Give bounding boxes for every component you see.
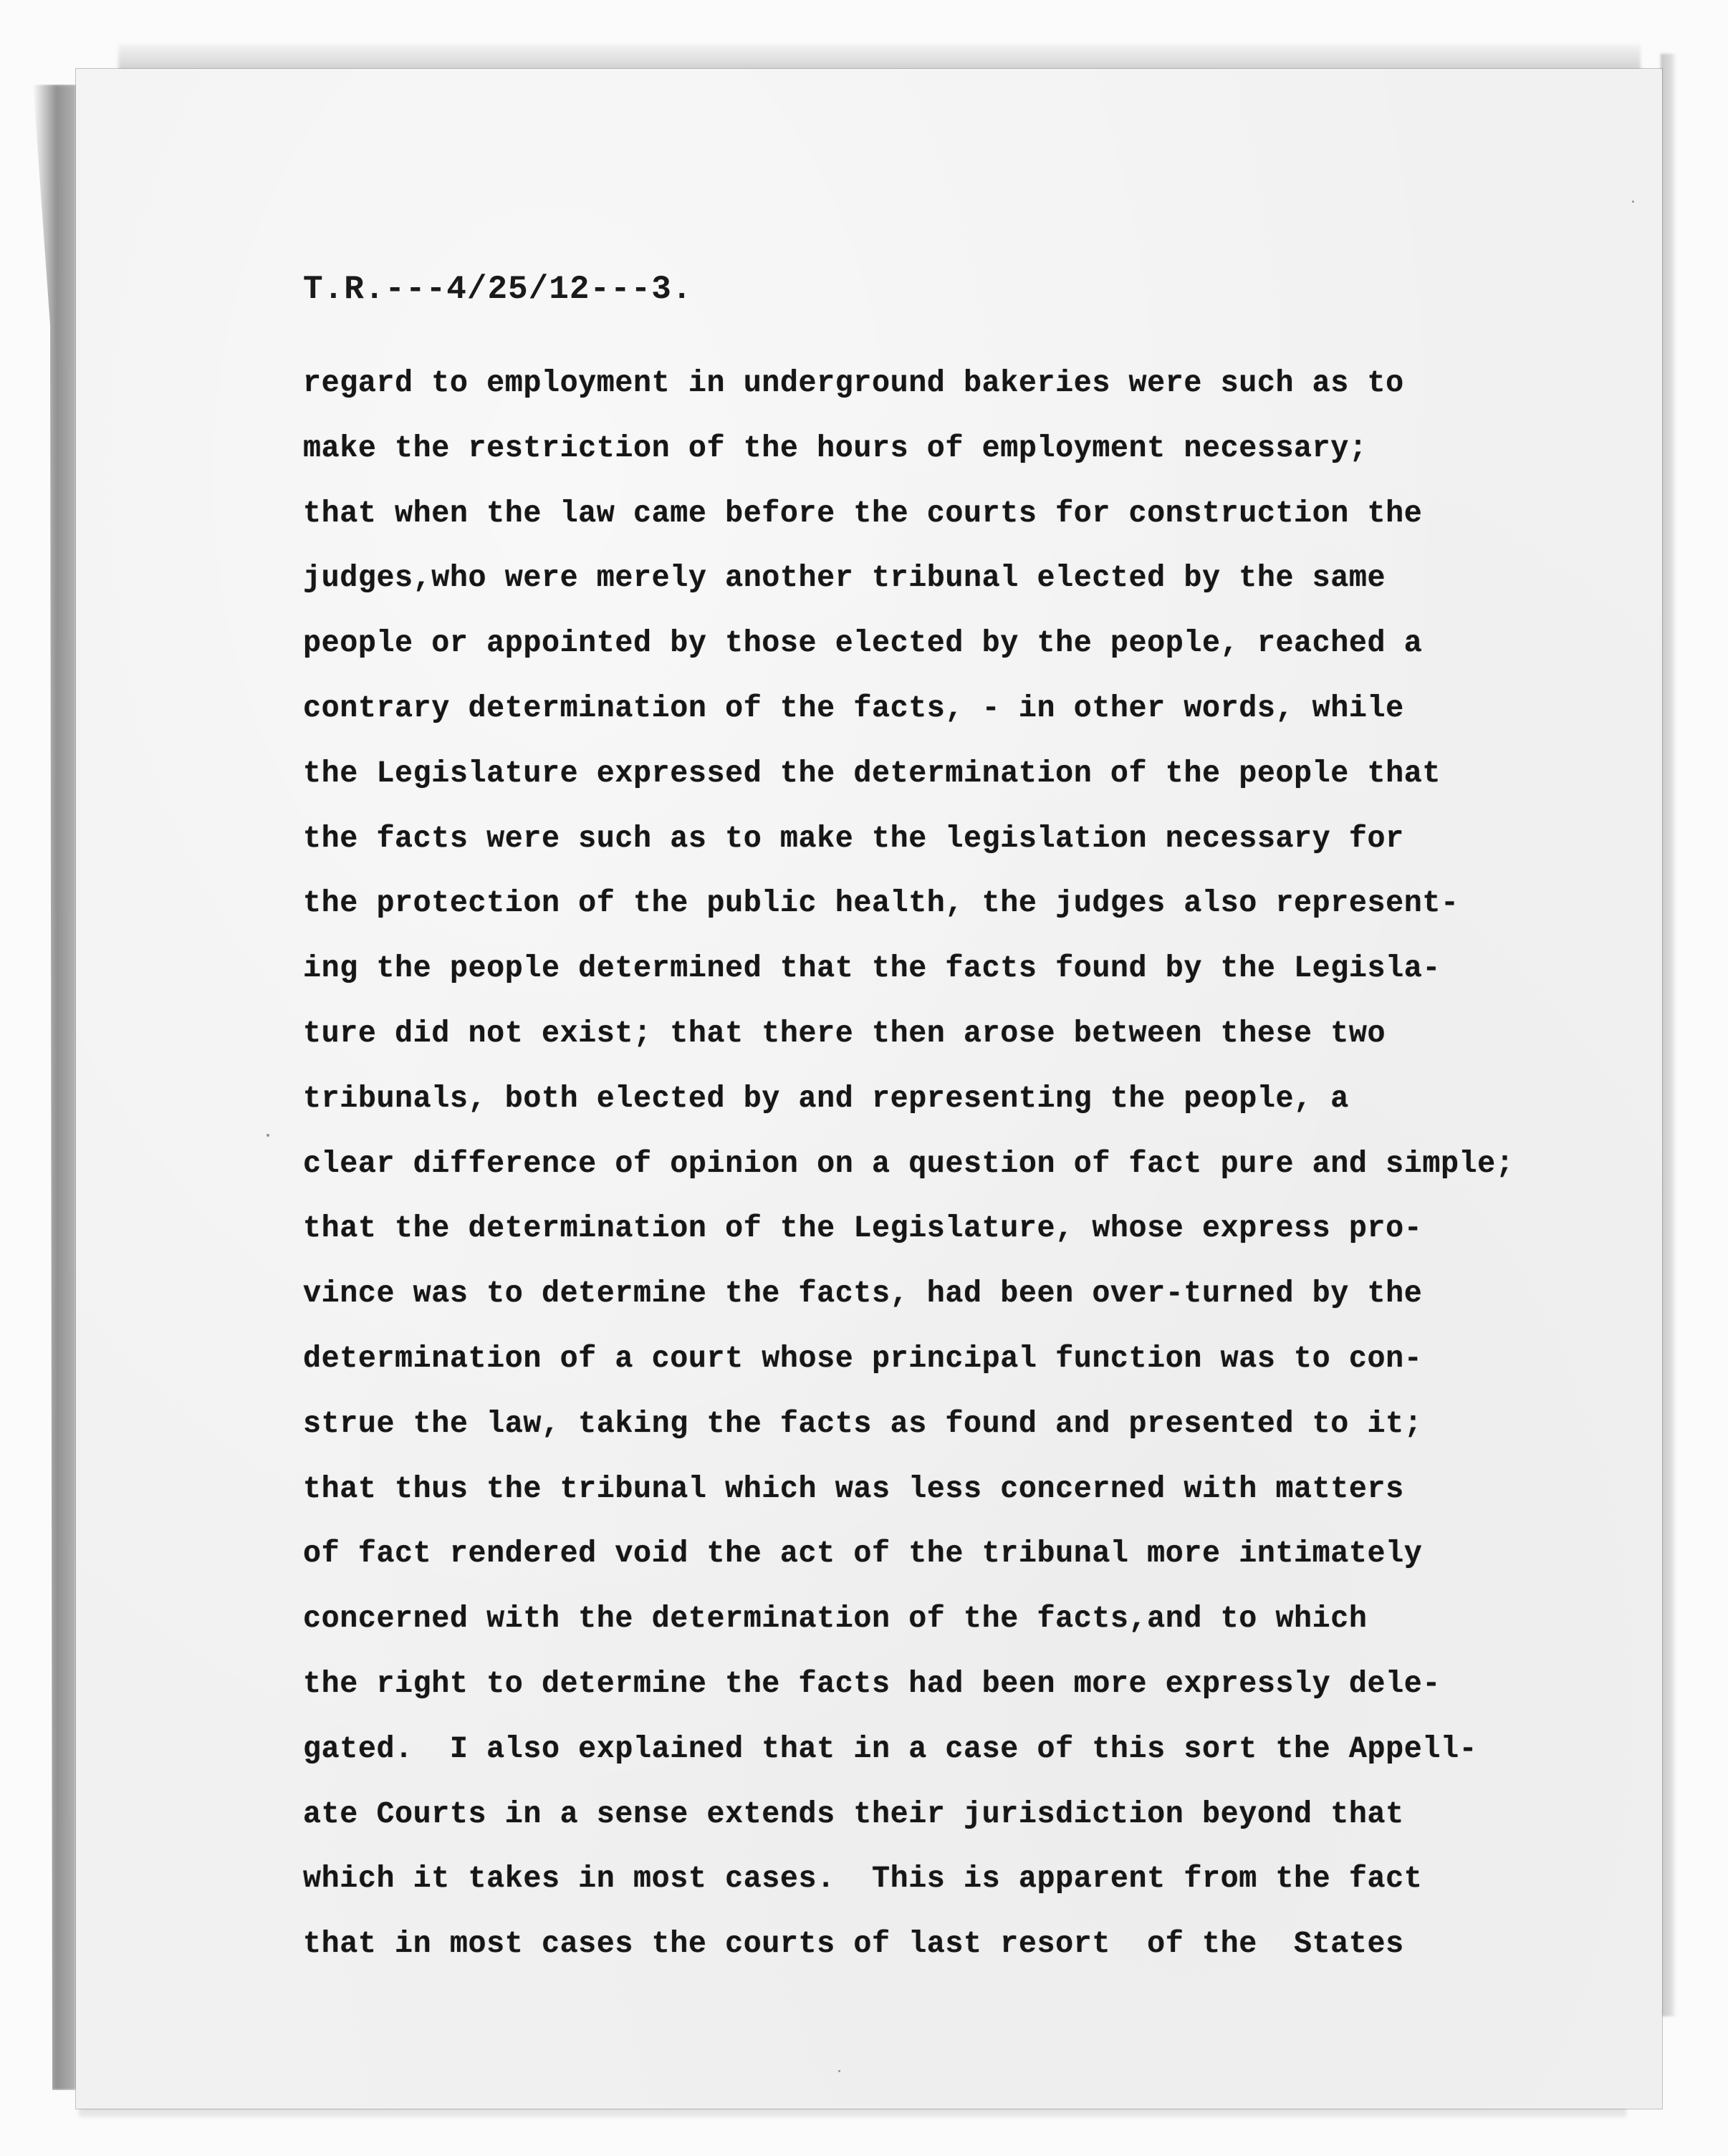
text-line: that in most cases the courts of last resort of the States [303, 1926, 1404, 1962]
ink-speck [267, 1134, 269, 1137]
text-line: judges,who were merely another tribunal elected by the same [303, 560, 1386, 596]
text-line: contrary determination of the facts, - in other words, while [303, 690, 1404, 726]
text-line: clear difference of opinion on a question of fact pure and simple; [303, 1145, 1515, 1181]
text-line: regard to employment in underground bakeries were such as to [303, 365, 1404, 400]
text-line: tribunals, both elected by and representing the people, a [303, 1080, 1349, 1116]
text-line: the Legislature expressed the determination of the people that [303, 755, 1441, 791]
text-line: concerned with the determination of the facts,and to which [303, 1601, 1368, 1637]
text-line: ing the people determined that the facts found by the Legisla- [303, 951, 1441, 986]
text-line: that the determination of the Legislature, whose express pro- [303, 1211, 1423, 1246]
text-line: gated. I also explained that in a case of this sort the Appell- [303, 1731, 1478, 1766]
text-line: ate Courts in a sense extends their jurisdiction beyond that [303, 1796, 1404, 1832]
text-line: that when the law came before the courts for construction the [303, 495, 1423, 531]
text-line: determination of a court whose principal function was to con- [303, 1340, 1423, 1376]
text-line: ture did not exist; that there then arose between these two [303, 1015, 1386, 1051]
text-line: vince was to determine the facts, had been over-turned by the [303, 1276, 1423, 1312]
text-line: the facts were such as to make the legislation necessary for [303, 820, 1404, 856]
text-line: of fact rendered void the act of the tribunal more intimately [303, 1536, 1423, 1572]
body-text [303, 362, 1593, 1988]
text-line: the right to determine the facts had been more expressly dele- [303, 1665, 1441, 1701]
ink-speck [1632, 201, 1634, 203]
right-page-shadow [1661, 54, 1676, 2016]
ink-speck [838, 2070, 840, 2072]
text-line: which it takes in most cases. This is apparent from the fact [303, 1861, 1423, 1897]
page-header: T.R.---4/25/12---3. [303, 271, 693, 308]
text-line: that thus the tribunal which was less concerned with matters [303, 1471, 1404, 1506]
text-line: strue the law, taking the facts as found and presented to it; [303, 1405, 1423, 1441]
underlying-sheet-top-edge [118, 44, 1641, 70]
text-line: the protection of the public health, the judges also represent- [303, 885, 1459, 921]
text-line: people or appointed by those elected by the people, reached a [303, 625, 1423, 661]
text-line: make the restriction of the hours of employment necessary; [303, 430, 1368, 466]
